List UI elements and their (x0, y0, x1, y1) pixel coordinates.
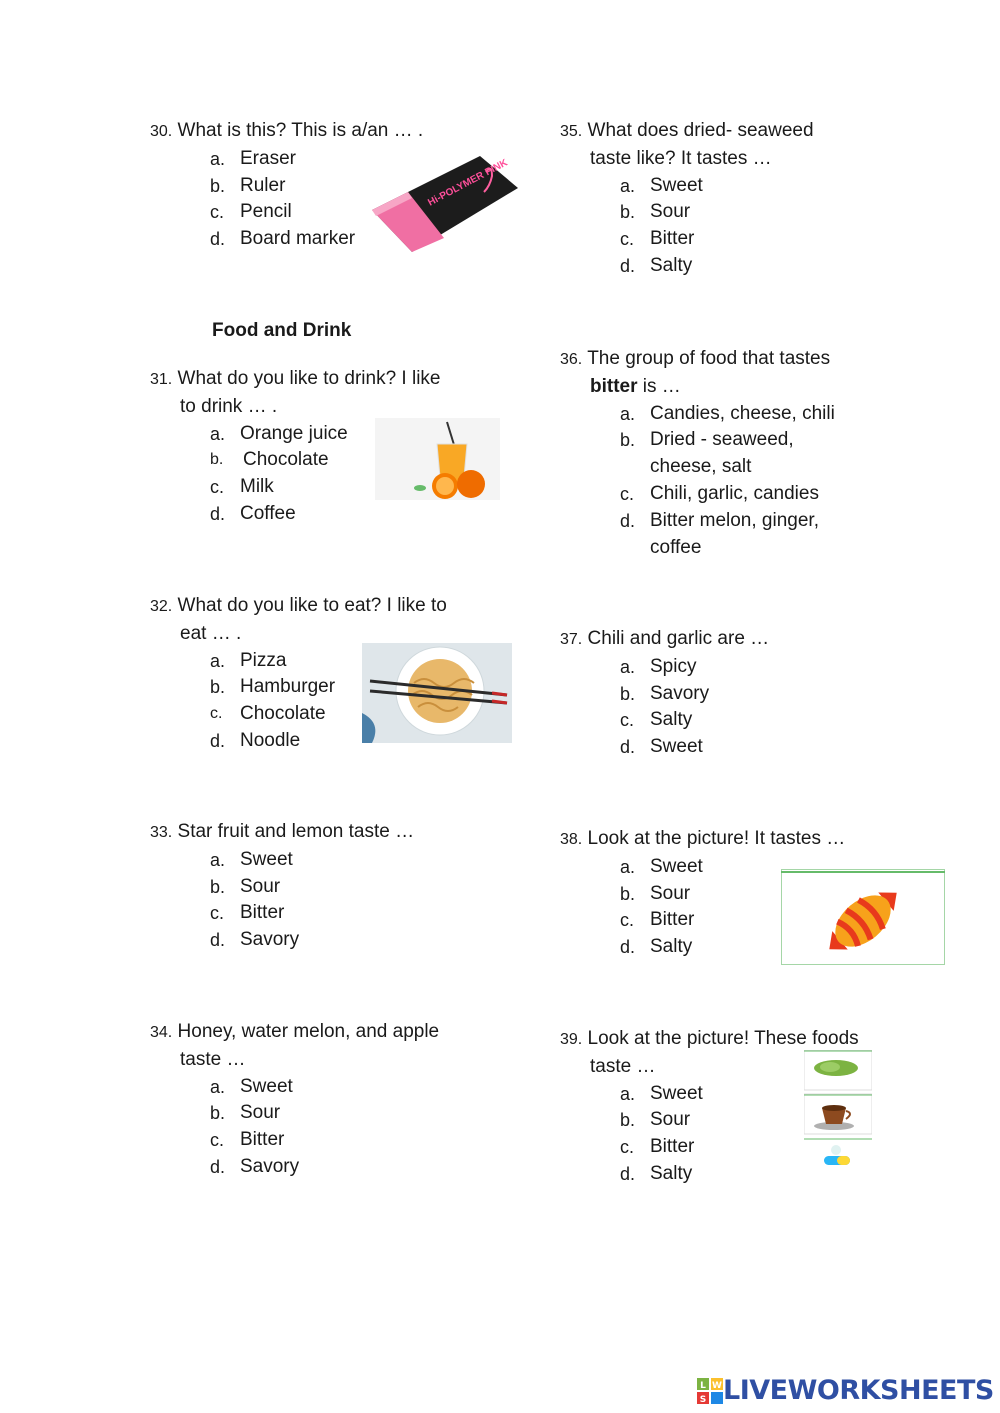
option-a[interactable]: a. Orange juice (210, 422, 348, 444)
liveworksheets-logo (697, 1375, 994, 1406)
question-34 (150, 1019, 439, 1181)
option-d[interactable]: d. Bitter melon, ginger, (620, 509, 819, 531)
option-b[interactable]: b. Sour (210, 1102, 281, 1124)
option-c[interactable]: c. Chocolate (210, 703, 326, 725)
option-c[interactable]: c. Bitter (620, 1136, 695, 1158)
question-text-cont: eat … . (180, 622, 242, 644)
option-b-cont: cheese, salt (650, 456, 752, 478)
option-b[interactable]: b. Savory (620, 682, 710, 704)
option-a[interactable]: a. Sweet (210, 848, 293, 870)
option-d[interactable]: d. Salty (620, 936, 693, 958)
bold-keyword: bitter (590, 375, 638, 397)
option-b[interactable]: b. Dried - seaweed, (620, 429, 794, 451)
option-a[interactable]: a. Sweet (620, 1082, 703, 1104)
question-text: Look at the picture! It tastes … (587, 828, 846, 849)
question-33 (150, 819, 414, 954)
question-text: Honey, water melon, and apple (177, 1021, 440, 1042)
option-c[interactable]: c. Salty (620, 709, 693, 731)
option-b[interactable]: b. Sour (620, 882, 691, 904)
question-number: 38. (560, 831, 583, 848)
question-text: What does dried- seaweed (587, 120, 814, 141)
eraser-picture (368, 148, 520, 262)
question-text: What do you like to drink? I like (172, 368, 441, 389)
option-b[interactable]: b. Hamburger (210, 676, 336, 698)
question-text-cont: taste like? It tastes … (590, 147, 772, 169)
brand-name: LIVEWORKSHEETS (723, 1375, 994, 1406)
question-text: The group of food that tastes (587, 348, 831, 369)
question-text: Star fruit and lemon taste … (177, 821, 415, 842)
question-number: 34. (150, 1024, 173, 1041)
svg-text:L: L (700, 1380, 706, 1391)
option-b[interactable]: b. Ruler (210, 174, 286, 196)
option-d[interactable]: d. Salty (620, 1162, 693, 1184)
question-text-cont: taste … (590, 1055, 656, 1077)
option-b[interactable]: b. Sour (620, 201, 691, 223)
option-d[interactable]: d. Savory (210, 1155, 300, 1177)
option-d[interactable]: d. Coffee (210, 502, 296, 524)
option-d[interactable]: d. Savory (210, 929, 300, 951)
option-d[interactable]: d. Salty (620, 254, 693, 276)
option-a[interactable]: a. Candies, cheese, chili (620, 402, 835, 424)
question-text: Chili and garlic are … (587, 628, 770, 649)
section-heading: Food and Drink (212, 320, 352, 341)
option-c[interactable]: c. Chili, garlic, candies (620, 482, 819, 504)
option-a[interactable]: a. Sweet (620, 174, 703, 196)
question-35 (560, 118, 814, 280)
question-number: 31. (150, 371, 173, 388)
option-c[interactable]: c. Bitter (620, 228, 695, 250)
option-c[interactable]: c. Milk (210, 476, 274, 498)
question-text-cont: to drink … . (180, 395, 278, 417)
option-c[interactable]: c. Bitter (620, 909, 695, 931)
option-a[interactable]: a. Sweet (210, 1075, 293, 1097)
option-a[interactable]: a. Eraser (210, 147, 296, 169)
option-a[interactable]: a. Sweet (620, 855, 703, 877)
question-number: 30. (150, 123, 173, 140)
svg-text:W: W (712, 1380, 722, 1391)
option-b[interactable]: b. Sour (210, 875, 281, 897)
question-number: 33. (150, 824, 173, 841)
svg-text:S: S (699, 1394, 707, 1404)
question-text: What do you like to eat? I like to (177, 595, 447, 616)
option-b[interactable]: b. Sour (620, 1109, 691, 1131)
liveworksheets-icon (697, 1378, 723, 1404)
question-text: What is this? This is a/an … . (177, 120, 424, 141)
question-number: 35. (560, 123, 583, 140)
option-c[interactable]: c. Bitter (210, 902, 285, 924)
question-number: 39. (560, 1031, 583, 1048)
option-d[interactable]: d. Sweet (620, 736, 703, 758)
option-c[interactable]: c. Pencil (210, 201, 292, 223)
question-number: 36. (560, 351, 583, 368)
question-text: Look at the picture! These foods (587, 1028, 859, 1049)
option-c[interactable]: c. Bitter (210, 1129, 285, 1151)
question-text-cont: is … (637, 375, 681, 397)
question-number: 32. (150, 598, 173, 615)
eraser-label: Hi-POLYMER PINK (426, 157, 510, 209)
noodle-picture (362, 643, 512, 743)
orange-juice-picture (375, 418, 500, 500)
candy-picture (781, 869, 945, 965)
option-a[interactable]: a. Pizza (210, 649, 287, 671)
question-37 (560, 626, 769, 761)
option-d[interactable]: d. Board marker (210, 228, 356, 250)
bitter-foods-picture (804, 1050, 872, 1174)
question-text-cont: taste … (180, 1048, 246, 1070)
question-number: 37. (560, 631, 583, 648)
question-36 (560, 346, 835, 561)
option-b[interactable]: b. Chocolate (210, 449, 329, 471)
option-d-cont: coffee (650, 536, 702, 558)
option-d[interactable]: d. Noodle (210, 729, 301, 751)
option-a[interactable]: a. Spicy (620, 655, 697, 677)
